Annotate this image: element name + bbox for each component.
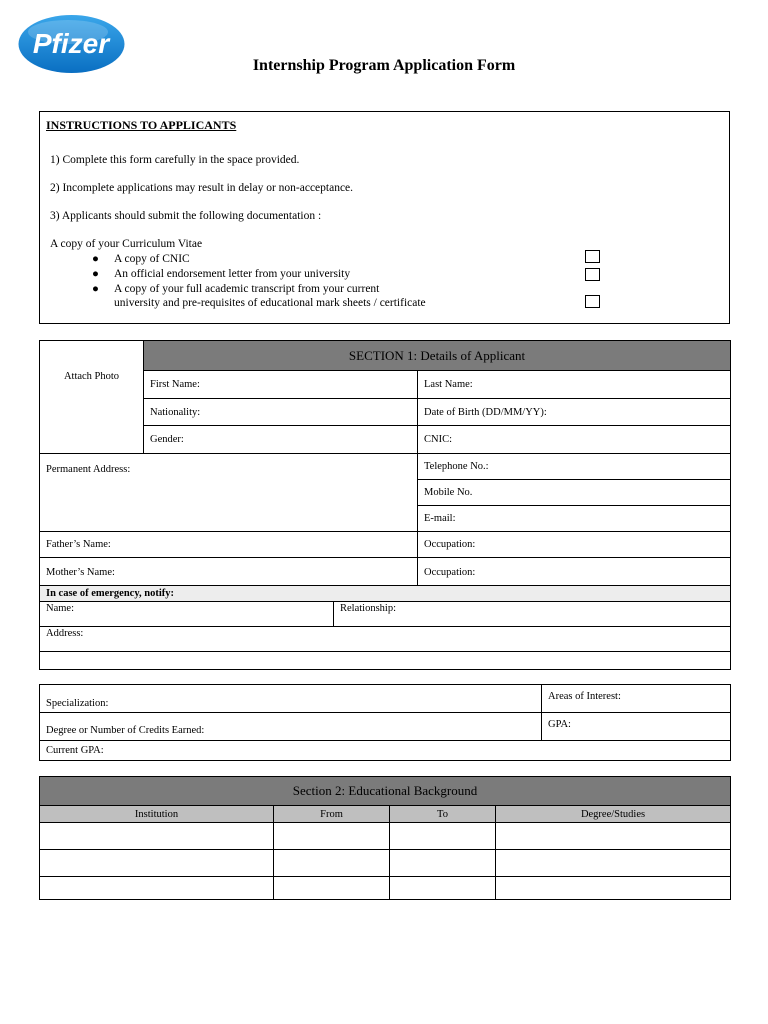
- gender-field[interactable]: Gender:: [144, 426, 418, 454]
- institution-cell[interactable]: [40, 877, 274, 900]
- section1-header: SECTION 1: Details of Applicant: [144, 341, 731, 371]
- emergency-table: [39, 585, 731, 670]
- bullet-item: ● A copy of your full academic transcript from your current: [92, 283, 380, 295]
- emergency-heading: In case of emergency, notify:: [40, 586, 731, 602]
- to-cell[interactable]: [390, 877, 496, 900]
- instruction-line-3: 3) Applicants should submit the following documentation :: [50, 210, 322, 222]
- dob-field[interactable]: Date of Birth (DD/MM/YY):: [418, 399, 731, 426]
- nationality-field[interactable]: Nationality:: [144, 399, 418, 426]
- degree-cell[interactable]: [496, 877, 731, 900]
- col-header-to: To: [390, 806, 496, 823]
- last-name-field[interactable]: Last Name:: [418, 371, 731, 399]
- from-cell[interactable]: [274, 823, 390, 850]
- email-field[interactable]: E-mail:: [418, 506, 731, 532]
- first-name-field[interactable]: First Name:: [144, 371, 418, 399]
- permanent-address-field[interactable]: Permanent Address:: [40, 454, 418, 532]
- form-title: Internship Program Application Form: [252, 57, 516, 74]
- col-header-institution: Institution: [40, 806, 274, 823]
- attach-photo-label: Attach Photo: [63, 371, 120, 382]
- cnic-checkbox[interactable]: [585, 250, 600, 263]
- mobile-field[interactable]: Mobile No.: [418, 480, 731, 506]
- bullet-item: ● A copy of CNIC: [92, 253, 190, 265]
- table-row: [40, 877, 731, 900]
- table-row: [40, 823, 731, 850]
- instructions-heading: INSTRUCTIONS TO APPLICANTS: [46, 118, 237, 132]
- section2-header: Section 2: Educational Background: [40, 777, 731, 806]
- telephone-field[interactable]: Telephone No.:: [418, 454, 731, 480]
- bullet-continuation: university and pre-requisites of educational mark sheets / certificate: [114, 297, 426, 309]
- father-name-field[interactable]: Father’s Name:: [40, 532, 418, 558]
- degree-credits-field[interactable]: Degree or Number of Credits Earned:: [40, 713, 542, 741]
- to-cell[interactable]: [390, 850, 496, 877]
- mother-occupation-field[interactable]: Occupation:: [418, 558, 731, 587]
- father-occupation-field[interactable]: Occupation:: [418, 532, 731, 558]
- attach-photo-cell[interactable]: [40, 341, 144, 454]
- emergency-name-field[interactable]: Name:: [40, 602, 334, 627]
- institution-cell[interactable]: [40, 823, 274, 850]
- table-row: [40, 850, 731, 877]
- section2-table: [39, 776, 731, 900]
- specialization-field[interactable]: Specialization:: [40, 685, 542, 713]
- to-cell[interactable]: [390, 823, 496, 850]
- relationship-field[interactable]: Relationship:: [334, 602, 731, 627]
- transcript-checkbox[interactable]: [585, 295, 600, 308]
- endorsement-checkbox[interactable]: [585, 268, 600, 281]
- gpa-field[interactable]: GPA:: [542, 713, 731, 741]
- section1-table: [39, 340, 731, 587]
- col-header-degree: Degree/Studies: [496, 806, 731, 823]
- bullet-item: ● An official endorsement letter from your university: [92, 268, 351, 280]
- logo-text: Pfizer: [32, 28, 110, 59]
- from-cell[interactable]: [274, 850, 390, 877]
- instruction-line-4: A copy of your Curriculum Vitae: [50, 238, 203, 250]
- current-gpa-field[interactable]: Current GPA:: [40, 741, 731, 761]
- instruction-line-2: 2) Incomplete applications may result in delay or non-acceptance.: [50, 182, 354, 194]
- degree-cell[interactable]: [496, 823, 731, 850]
- emergency-address-field[interactable]: Address:: [40, 627, 731, 652]
- areas-of-interest-field[interactable]: Areas of Interest:: [542, 685, 731, 713]
- mother-name-field[interactable]: Mother’s Name:: [40, 558, 418, 587]
- academic-table: [39, 684, 731, 761]
- cnic-field[interactable]: CNIC:: [418, 426, 731, 454]
- institution-cell[interactable]: [40, 850, 274, 877]
- degree-cell[interactable]: [496, 850, 731, 877]
- emergency-address-line-2[interactable]: [40, 652, 731, 670]
- from-cell[interactable]: [274, 877, 390, 900]
- instruction-line-1: 1) Complete this form carefully in the space provided.: [50, 154, 300, 166]
- instructions-box: [39, 111, 730, 324]
- col-header-from: From: [274, 806, 390, 823]
